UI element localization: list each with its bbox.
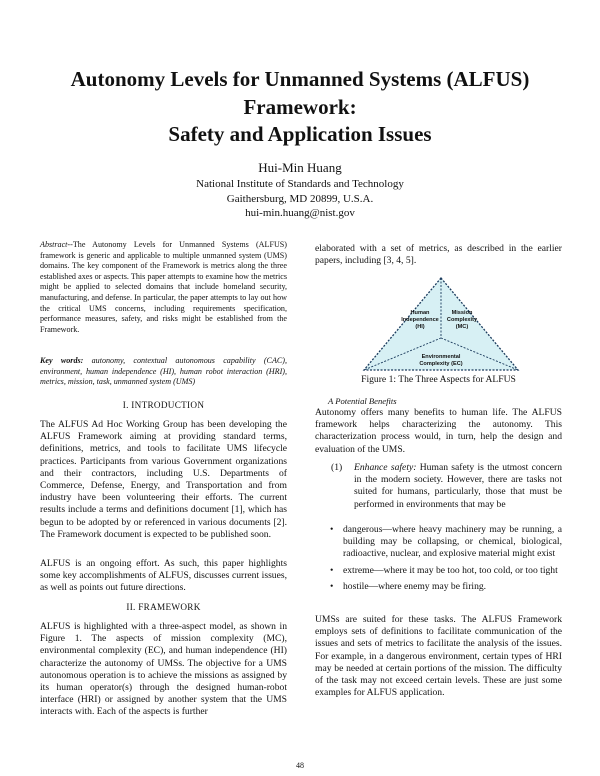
section-1-paragraph-2: ALFUS is an ongoing effort. As such, this paper highlights some key accomplishments of ALFUS, discusses current issues, as well as points out future directions. (40, 558, 287, 594)
subsection-a-paragraph-1: Autonomy offers many benefits to human life. The ALFUS framework helps characterizing the autonomy. This characterization process would, in turn, help the design and evaluation of the UMS. (315, 407, 562, 455)
abstract (40, 240, 287, 335)
bullet-marker: • (330, 564, 334, 576)
label-mc-3: (MC) (455, 324, 469, 330)
figure-1-triangle (362, 276, 520, 372)
label-hi-1: Human (410, 310, 430, 316)
page-number: 48 (296, 761, 304, 770)
section-2-heading: II. FRAMEWORK (126, 602, 201, 612)
paper-title-line-3: Safety and Application Issues (168, 122, 432, 146)
subsection-a-paragraph-end: UMSs are suited for these tasks. The ALFUS Framework employs sets of definitions to facilitate communication of the issues and sets of metrics to facilitate the analysis of the issues. For example, in a dangerous environment, certain types of HRI may be needed at certain portions of the mission. The difficulty of the task may not exceed certain levels. These are just some examples for ALFUS application. (315, 614, 562, 699)
abstract-text: The Autonomy Levels for Unmanned Systems (ALFUS) framework is generic and applicable to multiple unmanned system (UMS) domains. The key component of the Framework is metrics along the three established axes or aspects. This paper attempts to examine how the metrics might be applied to selected domains that include homeland security, manufacturing, and defense. In particular, the paper attempts to lay out how the critical UMS concerns, including requirements specification, performance measures, safety, and risks might be established from the Framework. (40, 240, 287, 334)
label-mc-1: Mission (451, 310, 473, 316)
figure-1-caption: Figure 1: The Three Aspects for ALFUS (361, 374, 516, 385)
author-address: Gaithersburg, MD 20899, U.S.A. (226, 193, 374, 205)
subsection-a-heading: A Potential Benefits (328, 396, 397, 406)
label-ec-1: Environmental (421, 354, 461, 360)
bullet-marker: • (330, 524, 334, 535)
bullet-item: • hostile—where enemy may be firing. (330, 580, 487, 592)
author-affiliation: National Institute of Standards and Technology (196, 178, 404, 190)
keywords-label: Key words: (40, 356, 84, 365)
author-name: Hui-Min Huang (258, 160, 342, 175)
bullet-marker: • (330, 580, 334, 592)
label-hi-3: (HI) (415, 324, 425, 330)
paper-title-line-1: Autonomy Levels for Unmanned Systems (ALFUS) (70, 67, 530, 91)
section-1-paragraph-1: The ALFUS Ad Hoc Working Group has been developing the ALFUS Framework aiming at providing standard terms, definitions, metrics, and tools to facilitate UMS lifecycle practices. Participants from various Government organizations and their contractors, including U.S. Departments of Commerce, Defense, Energy, and Transportation and from industry have been volunteering their efforts. The current results include a terms and definitions document [1], which has begun to be adopted by or referenced in various documents [2]. The Framework document is expected to be published soon. (40, 419, 287, 540)
keywords (40, 356, 287, 388)
list-item-enhance-safety (354, 462, 562, 511)
list-item-text: Human safety is the utmost concern in the modern society. However, there are tasks not suited for humans, particularly, those that must be performed in environments that may be (354, 462, 562, 510)
list-item-title: Enhance safety: (354, 462, 417, 473)
section-2-paragraph-1: ALFUS is highlighted with a three-aspect model, as shown in Figure 1. The aspects of mission complexity (MC), environmental complexity (EC), and human independence (HI) characterize the autonomy of UMSs. The objective for a UMS autonomous operation is to achieve the missions as assigned by its human operator(s) through the designed human-robot interface (HRI) or assigned by another system that the UMS interacts with. Each of the aspects is further (40, 621, 287, 718)
list-item-number: (1) (331, 462, 343, 473)
label-ec-2: Complexity (EC) (419, 361, 463, 367)
bullet-list (330, 524, 562, 597)
bullet-item: • extreme—where it may be too hot, too cold, or too tight (330, 564, 558, 576)
section-1-heading: I. INTRODUCTION (122, 400, 205, 410)
abstract-label: Abstract-- (40, 240, 73, 249)
paper-title-line-2: Framework: (243, 95, 357, 119)
label-hi-2: Independence (401, 317, 439, 323)
bullet-item: • dangerous—where heavy machinery may be running, a building may be collapsing, or chemical, biological, radioactive, nuclear, and explosive material might exist (330, 524, 562, 560)
keywords-text: autonomy, contextual autonomous capability (CAC), environment, human independence (HI), human robot interaction (HRI), metrics, mission, task, unmanned system (UMS) (40, 356, 287, 387)
right-column-intro: elaborated with a set of metrics, as described in the earlier papers, including [3, 4, 5]. (315, 243, 562, 267)
label-mc-2: Complexity (446, 317, 478, 323)
author-email: hui-min.huang@nist.gov (245, 207, 355, 219)
